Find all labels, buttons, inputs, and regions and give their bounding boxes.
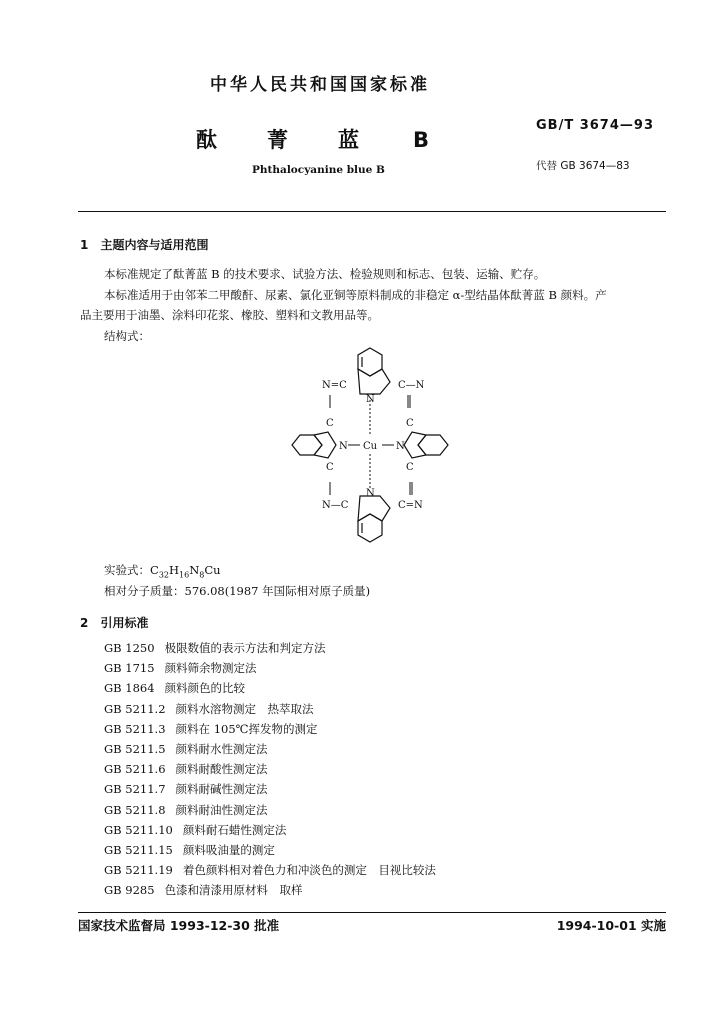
formula-c-subscript: 32 (158, 570, 169, 580)
ref-code: GB 5211.6 (104, 762, 166, 777)
title-char-2: 菁 (267, 128, 290, 152)
ref-code: GB 9285 (104, 883, 155, 898)
english-title: Phthalocyanine blue B (252, 164, 385, 176)
formula-h: H (169, 563, 180, 577)
ref-title: 颜料耐碱性测定法 (175, 782, 268, 797)
reference-item (104, 680, 624, 700)
ref-title: 颜料耐水性测定法 (175, 741, 268, 756)
ref-code: GB 1715 (104, 661, 155, 676)
approval-note: 国家技术监督局 1993-12-30 批准 (78, 918, 280, 933)
replaces-note: 代替 GB 3674—83 (536, 160, 630, 172)
section-2-heading (80, 614, 149, 631)
section-1-heading (80, 236, 209, 253)
national-standard-header: 中华人民共和国国家标准 (210, 75, 430, 95)
ref-code: GB 1250 (104, 641, 155, 655)
formula-h-subscript: 16 (179, 570, 190, 580)
title-char-4: B (413, 128, 432, 152)
label-n-bottom: N (366, 488, 375, 499)
section-2-number: 2 (80, 616, 89, 630)
reference-item (104, 822, 624, 842)
reference-item (104, 721, 624, 741)
ref-code: GB 1864 (104, 681, 155, 696)
section-2-title: 引用标准 (100, 616, 149, 630)
ref-code: GB 5211.5 (104, 741, 166, 756)
ref-title: 颜料耐石蜡性测定法 (182, 822, 287, 837)
section-1-para-1: 本标准规定了酞菁蓝 B 的技术要求、试验方法、检验规则和标志、包装、运输、贮存。 (104, 267, 546, 281)
label-cn-bottom-right: C=N (398, 500, 423, 511)
ref-code: GB 5211.15 (104, 842, 173, 857)
reference-item (104, 660, 624, 680)
ref-code: GB 5211.2 (104, 701, 166, 716)
reference-item (104, 701, 624, 721)
label-n-right: N (396, 441, 405, 452)
label-c-right-bottom: C (406, 462, 414, 473)
section-1-number: 1 (80, 238, 89, 252)
ref-title: 颜料耐酸性测定法 (175, 762, 268, 777)
ref-title: 着色颜料相对着色力和冲淡色的测定 目视比较法 (182, 863, 436, 878)
document-title (196, 124, 431, 154)
formula-n: N (189, 563, 200, 577)
reference-item (104, 802, 624, 822)
ref-title: 颜料筛余物测定法 (164, 661, 257, 676)
reference-item (104, 862, 624, 882)
top-benzene-ring (358, 348, 390, 394)
reference-item (104, 842, 624, 862)
label-nc-top-left: N=C (322, 380, 347, 391)
header-divider (78, 211, 666, 212)
formula-c: C (150, 563, 159, 577)
ref-code: GB 5211.3 (104, 721, 166, 736)
section-1-para-2-line-1: 本标准适用于由邻苯二甲酸酐、尿素、氯化亚铜等原料制成的非稳定 α-型结晶体酞菁蓝 B 颜料。产 (104, 288, 607, 302)
reference-item (104, 640, 624, 660)
ref-code: GB 5211.8 (104, 802, 166, 817)
effective-date: 1994-10-01 实施 (556, 918, 666, 933)
right-benzene-ring (404, 432, 448, 458)
ref-code: GB 5211.19 (104, 863, 173, 878)
reference-item (104, 761, 624, 781)
formula-cu: Cu (204, 563, 221, 577)
reference-item (104, 741, 624, 761)
ref-title: 颜料颜色的比较 (164, 681, 246, 696)
ref-title: 颜料在 105℃挥发物的测定 (175, 721, 318, 736)
ref-title: 颜料耐油性测定法 (175, 802, 268, 817)
reference-item (104, 882, 624, 902)
label-c-left-bottom: C (326, 462, 334, 473)
section-1-title: 主题内容与适用范围 (100, 238, 209, 252)
ref-title: 颜料吸油量的测定 (182, 842, 275, 857)
label-c-right-top: C (406, 418, 414, 429)
footer-divider (78, 912, 666, 913)
molecular-mass: 相对分子质量：576.08(1987 年国际相对原子质量) (104, 584, 371, 598)
formula-n-subscript: 8 (199, 570, 205, 580)
ref-code: GB 5211.7 (104, 782, 166, 797)
label-nc-bottom-left: N—C (322, 500, 349, 511)
left-benzene-ring (292, 432, 336, 458)
title-char-3: 蓝 (338, 128, 361, 152)
label-c-left-top: C (326, 418, 334, 429)
label-n-left: N (339, 441, 348, 452)
ref-title: 颜料水溶物测定 热萃取法 (175, 701, 314, 716)
ref-title: 极限数值的表示方法和判定方法 (164, 641, 326, 655)
standard-number: GB/T 3674—93 (536, 118, 654, 133)
ref-code: GB 5211.10 (104, 822, 173, 837)
formula-label: 实验式： (104, 563, 150, 577)
label-cn-top-right: C—N (398, 380, 425, 391)
structure-label: 结构式： (104, 329, 150, 343)
ref-title: 色漆和清漆用原材料 取样 (164, 883, 303, 898)
title-char-1: 酞 (196, 128, 219, 152)
label-cu: Cu (363, 441, 378, 452)
section-1-para-2-line-2: 品主要用于油墨、涂料印花浆、橡胶、塑料和文教用品等。 (80, 308, 379, 322)
label-n-top: N (366, 394, 375, 405)
referenced-standards-list (104, 640, 624, 902)
phthalocyanine-structure-diagram (270, 340, 470, 550)
bottom-benzene-ring (358, 496, 390, 542)
reference-item (104, 781, 624, 801)
